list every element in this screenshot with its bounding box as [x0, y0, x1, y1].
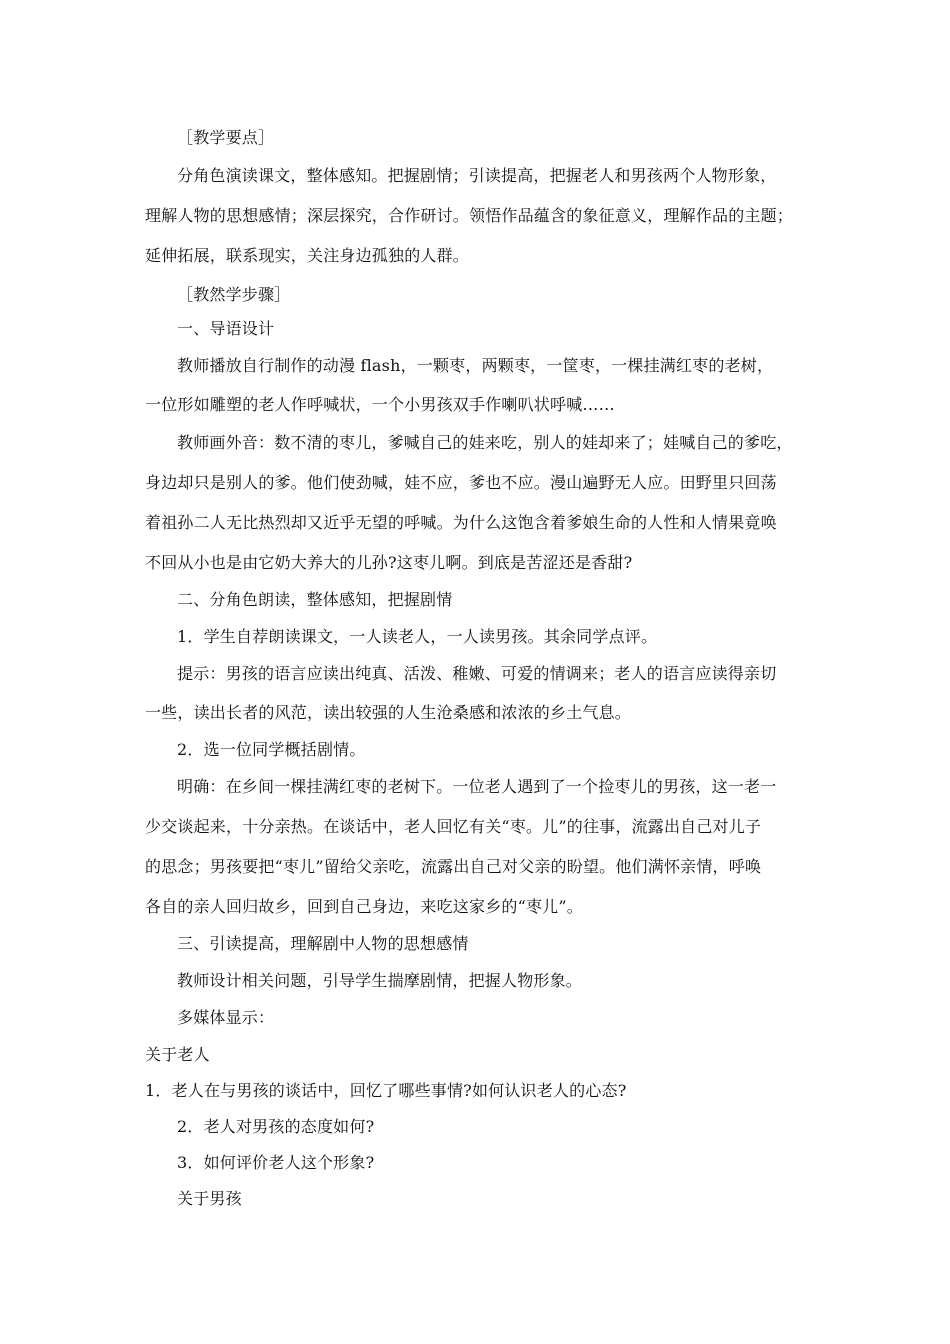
- list-item: 3．如何评价老人这个形象?: [177, 1153, 375, 1172]
- paragraph-line: 一些，读出长者的风范，读出较强的人生沧桑感和浓浓的乡土气息。: [145, 703, 632, 722]
- paragraph-line: 教师画外音：数不清的枣儿，爹喊自己的娃来吃，别人的娃却来了；娃喊自己的爹吃，: [177, 433, 793, 452]
- paragraph-line: 提示：男孩的语言应读出纯真、活泼、稚嫩、可爱的情调来；老人的语言应读得亲切: [177, 664, 777, 683]
- paragraph-line: 各自的亲人回归故乡，回到自己身边，来吃这家乡的“枣儿”。: [145, 897, 583, 916]
- paragraph-line: 教师播放自行制作的动漫 flash，一颗枣，两颗枣，一筐枣，一棵挂满红枣的老树，: [177, 356, 774, 375]
- paragraph-line: 不回从小也是由它奶大养大的儿孙?这枣儿啊。到底是苦涩还是香甜?: [145, 553, 633, 572]
- paragraph-line: 的思念；男孩要把“枣儿”留给父亲吃，流露出自己对父亲的盼望。他们满怀亲情，呼唤: [145, 857, 762, 876]
- paragraph-line: 分角色演读课文，整体感知。把握剧情；引读提高，把握老人和男孩两个人物形象，: [177, 166, 777, 185]
- subheading-about-old-man: 关于老人: [145, 1045, 210, 1064]
- subheading-about-boy: 关于男孩: [177, 1189, 242, 1208]
- paragraph-line: 明确：在乡间一棵挂满红枣的老树下。一位老人遇到了一个捡枣儿的男孩，这一老一: [177, 777, 777, 796]
- list-item: 2．选一位同学概括剧情。: [177, 740, 366, 759]
- paragraph-line: 着祖孙二人无比热烈却又近乎无望的呼喊。为什么这饱含着爹娘生命的人性和人情果竟唤: [145, 513, 777, 532]
- paragraph-line: 一位形如雕塑的老人作呼喊状，一个小男孩双手作喇叭状呼喊……: [145, 395, 615, 414]
- list-item: 1．学生自荐朗读课文，一人读老人，一人读男孩。其余同学点评。: [177, 627, 658, 646]
- subheading-intro-design: 一、导语设计: [177, 319, 275, 338]
- paragraph-line: 多媒体显示：: [177, 1008, 275, 1027]
- paragraph-line: 延伸拓展，联系现实，关注身边孤独的人群。: [145, 246, 470, 265]
- subheading-role-reading: 二、分角色朗读，整体感知，把握剧情: [177, 590, 453, 609]
- paragraph-line: 理解人物的思想感情；深层探究，合作研讨。领悟作品蕴含的象征意义，理解作品的主题；: [145, 206, 794, 225]
- subheading-guided-reading: 三、引读提高，理解剧中人物的思想感情: [177, 934, 469, 953]
- section-heading-teaching-steps: ［教然学步骤］: [177, 285, 291, 304]
- paragraph-line: 少交谈起来，十分亲热。在谈话中，老人回忆有关“枣。儿”的往事，流露出自己对儿子: [145, 817, 762, 836]
- paragraph-line: 教师设计相关问题，引导学生揣摩剧情，把握人物形象。: [177, 971, 583, 990]
- list-item: 2．老人对男孩的态度如何?: [177, 1117, 375, 1136]
- paragraph-line: 身边却只是别人的爹。他们使劲喊，娃不应，爹也不应。漫山遍野无人应。田野里只回荡: [145, 473, 777, 492]
- section-heading-teaching-points: ［教学要点］: [177, 128, 275, 147]
- list-item: 1．老人在与男孩的谈话中，回忆了哪些事情?如何认识老人的心态?: [145, 1081, 627, 1100]
